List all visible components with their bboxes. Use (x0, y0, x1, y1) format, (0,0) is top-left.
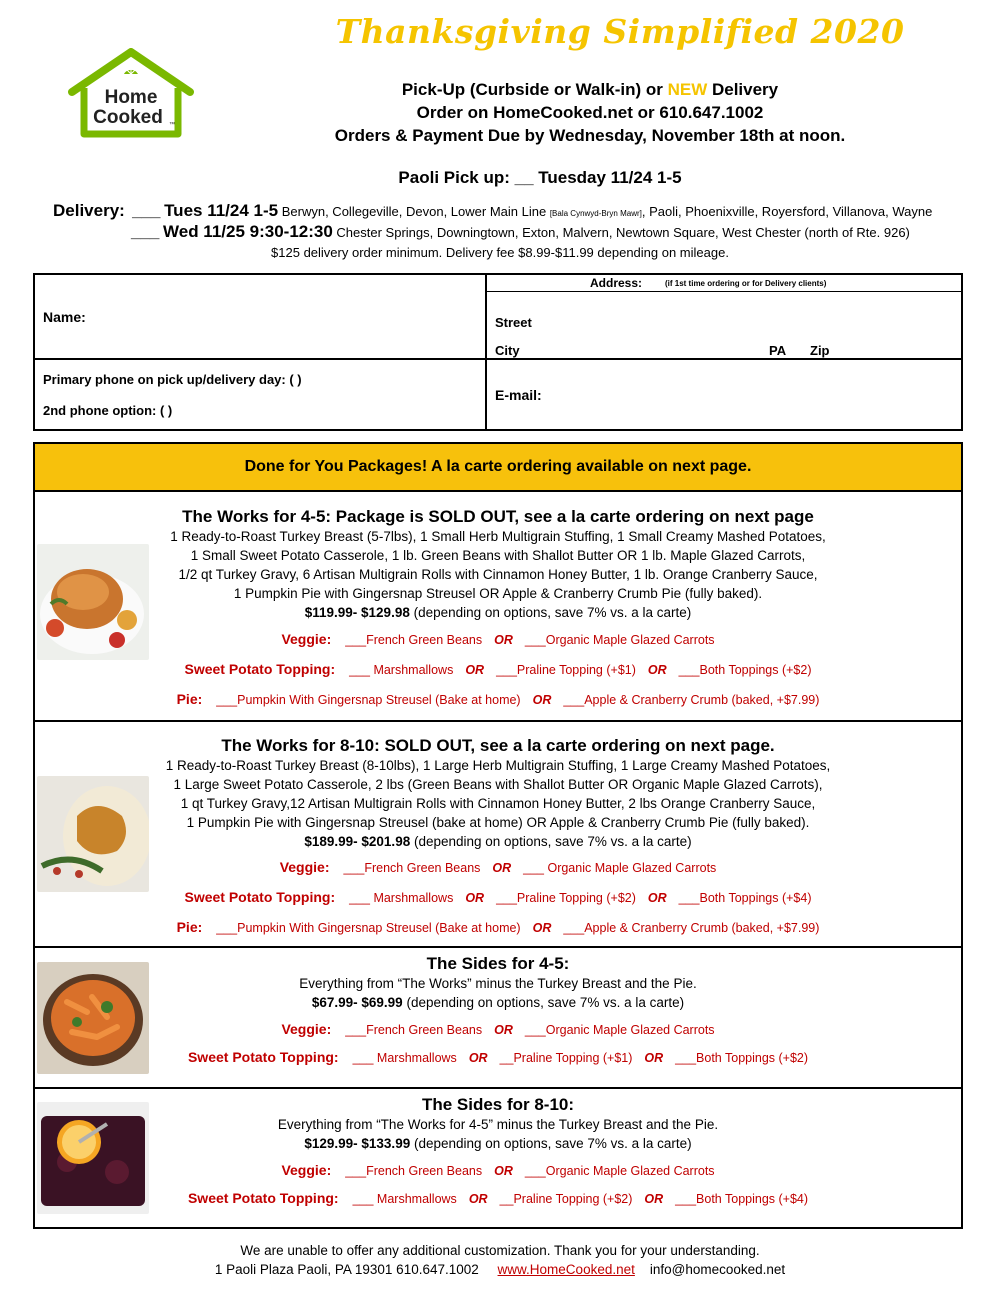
sides-8-10-veggie-options[interactable]: Veggie: ___French Green Beans OR ___Organic Maple Glazed Carrots (281, 1162, 715, 1178)
home-cooked-logo (66, 48, 196, 140)
works-8-10-price: $189.99- $201.98 (depending on options, save 7% vs. a la carte) (304, 834, 692, 849)
header-line-3: Orders & Payment Due by Wednesday, November 18th at noon. (334, 126, 846, 145)
pickup-option: Paoli Pick up: __ Tuesday 11/24 1-5 (398, 168, 682, 187)
sides-8-10-sweet-potato-options[interactable]: Sweet Potato Topping: ___ Marshmallows OR __Praline Topping (+$2) OR ___Both Toppings (+$4) (187, 1190, 809, 1206)
primary-phone-field[interactable]: Primary phone on pick up/delivery day: ( ) (43, 372, 302, 387)
sides-4-5-veggie-options[interactable]: Veggie: ___French Green Beans OR ___Organic Maple Glazed Carrots (281, 1021, 715, 1037)
works-4-5-sweet-potato-options[interactable]: Sweet Potato Topping: ___ Marshmallows OR ___Praline Topping (+$1) OR ___Both Toppings (+$2) (184, 661, 812, 677)
footer-contact: 1 Paoli Plaza Paoli, PA 19301 610.647.1002 www.HomeCooked.net info@homecooked.net (214, 1262, 786, 1277)
logo-line2: Cooked (93, 107, 163, 128)
logo-tm: ™ (169, 122, 175, 128)
customer-info-form (33, 273, 963, 431)
zip-field[interactable]: Zip (810, 343, 830, 358)
page-title: Thanksgiving Simplified 2020 (335, 12, 905, 51)
sides-8-10-price: $129.99- $133.99 (depending on options, save 7% vs. a la carte) (304, 1136, 692, 1151)
works-4-5-desc-4: 1 Pumpkin Pie with Gingersnap Streusel OR Apple & Cranberry Crumb Pie (fully baked). (233, 586, 763, 601)
sides-8-10-title: The Sides for 8-10: (421, 1095, 575, 1114)
website-link[interactable]: www.HomeCooked.net (497, 1262, 635, 1277)
works-8-10-pie-options[interactable]: Pie: ___Pumpkin With Gingersnap Streusel (Bake at home) OR ___Apple & Cranberry Crumb (baked, +$7.99) (176, 919, 820, 935)
packages-table (33, 442, 963, 1229)
address-note: (if 1st time ordering or for Delivery clients) (665, 279, 827, 288)
email-address[interactable]: info@homecooked.net (649, 1262, 786, 1277)
works-8-10-sweet-potato-options[interactable]: Sweet Potato Topping: ___ Marshmallows OR ___Praline Topping (+$2) OR ___Both Toppings (+$4) (184, 889, 812, 905)
works-4-5-desc-1: 1 Ready-to-Roast Turkey Breast (5-7lbs), 1 Small Herb Multigrain Stuffing, 1 Small Creamy Mashed Potatoes, (170, 529, 826, 544)
works-8-10-section (35, 736, 961, 851)
city-field[interactable]: City (495, 343, 520, 358)
works-8-10-title: The Works for 8-10: SOLD OUT, see a la carte ordering on next page. (221, 736, 775, 755)
header-line-2: Order on HomeCooked.net or 610.647.1002 (416, 103, 764, 122)
new-badge: NEW (667, 80, 708, 99)
sides-8-10-section (35, 1095, 961, 1153)
works-8-10-veggie-options[interactable]: Veggie: ___French Green Beans OR ___ Organic Maple Glazed Carrots (279, 859, 717, 875)
secondary-phone-field[interactable]: 2nd phone option: ( ) (43, 403, 173, 418)
logo-line1: Home (104, 87, 158, 108)
address-label: Address: (590, 276, 643, 290)
sides-4-5-sweet-potato-options[interactable]: Sweet Potato Topping: ___ Marshmallows OR __Praline Topping (+$1) OR ___Both Toppings (+$2) (187, 1049, 809, 1065)
works-4-5-pie-options[interactable]: Pie: ___Pumpkin With Gingersnap Streusel (Bake at home) OR ___Apple & Cranberry Crumb (baked, +$7.99) (176, 691, 820, 707)
state-field[interactable]: PA (769, 343, 787, 358)
sides-4-5-desc: Everything from “The Works” minus the Turkey Breast and the Pie. (299, 976, 697, 991)
street-field[interactable]: Street (495, 315, 532, 330)
name-field[interactable]: Name: (43, 309, 86, 325)
lime-icon (124, 67, 138, 74)
packages-header: Done for You Packages! A la carte ordering available on next page. (35, 444, 961, 492)
delivery-minimum-note: $125 delivery order minimum. Delivery fee $8.99-$11.99 depending on mileage. (271, 245, 729, 260)
works-4-5-price: $119.99- $129.98 (depending on options, save 7% vs. a la carte) (304, 605, 692, 620)
works-4-5-title: The Works for 4-5: Package is SOLD OUT, see a la carte ordering on next page (182, 507, 814, 526)
works-4-5-veggie-options[interactable]: Veggie: ___French Green Beans OR ___Organic Maple Glazed Carrots (281, 631, 715, 647)
works-8-10-desc-1: 1 Ready-to-Roast Turkey Breast (8-10lbs), 1 Large Herb Multigrain Stuffing, 1 Large Creamy Mashed Potatoes, (165, 758, 831, 773)
works-4-5-desc-2: 1 Small Sweet Potato Casserole, 1 lb. Green Beans with Shallot Butter OR 1 lb. Maple Glazed Carrots, (190, 548, 806, 563)
works-4-5-desc-3: 1/2 qt Turkey Gravy, 6 Artisan Multigrain Rolls with Cinnamon Honey Butter, 1 lb. Orange Cranberry Sauce, (178, 567, 818, 582)
sides-4-5-section (35, 954, 961, 1012)
footer-note: We are unable to offer any additional customization. Thank you for your understanding. (240, 1243, 760, 1258)
works-4-5-section (35, 507, 961, 622)
works-8-10-desc-3: 1 qt Turkey Gravy,12 Artisan Multigrain Rolls with Cinnamon Honey Butter, 2 lbs Orange Cranberry Sauce, (180, 796, 816, 811)
email-field[interactable]: E-mail: (495, 387, 542, 403)
sides-4-5-price: $67.99- $69.99 (depending on options, save 7% vs. a la carte) (311, 995, 685, 1010)
sides-8-10-desc: Everything from “The Works for 4-5” minus the Turkey Breast and the Pie. (277, 1117, 719, 1132)
delivery-wednesday: ___ Wed 11/25 9:30-12:30 Chester Springs, Downingtown, Exton, Malvern, Newtown Square, West Chester (north of Rte. 926) (131, 222, 910, 241)
works-8-10-desc-2: 1 Large Sweet Potato Casserole, 2 lbs (Green Beans with Shallot Butter OR Organic Maple Glazed Carrots), (173, 777, 823, 792)
delivery-tuesday: Delivery: ___ Tues 11/24 1-5 Berwyn, Collegeville, Devon, Lower Main Line [Bala Cynwyd-Bryn Mawr], Paoli, Phoenixville, Royersford, Villanova, Wayne (53, 201, 933, 220)
header-line-1: Pick-Up (Curbside or Walk-in) or NEW Delivery (401, 80, 779, 99)
works-8-10-desc-4: 1 Pumpkin Pie with Gingersnap Streusel (bake at home) OR Apple & Cranberry Crumb Pie (fully baked). (186, 815, 810, 830)
sides-4-5-title: The Sides for 4-5: (426, 954, 570, 973)
